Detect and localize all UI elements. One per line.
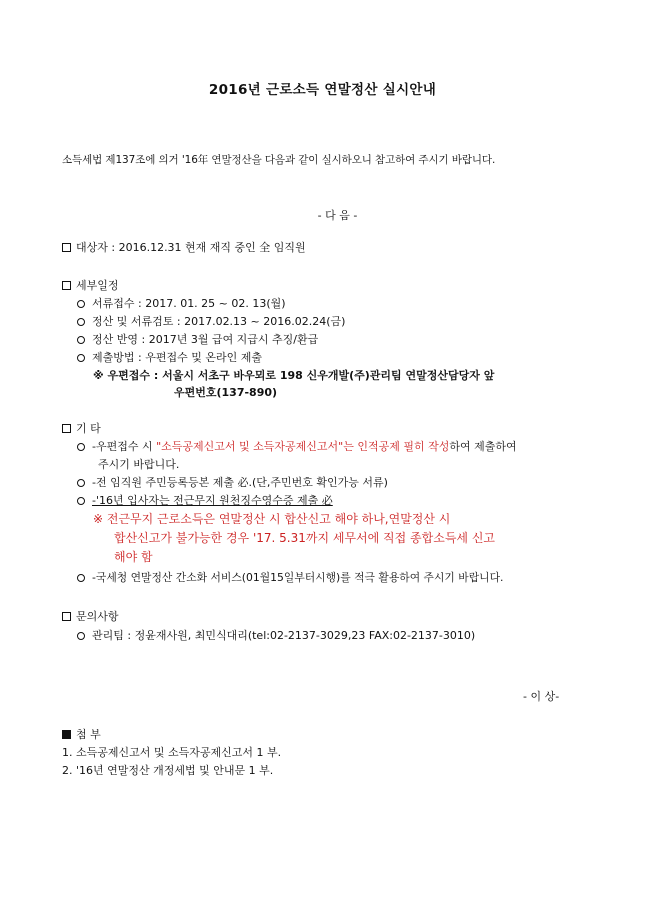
schedule-heading [62, 277, 119, 293]
etc-heading-text: 기 타 [76, 422, 101, 435]
inquiry-heading-text: 문의사항 [76, 610, 119, 623]
circle-bullet-icon [77, 443, 85, 451]
checkbox-square-icon [62, 243, 71, 252]
checkbox-square-icon [62, 612, 71, 621]
schedule-item-text: 서류접수 : 2017. 01. 25 ~ 02. 13(월) [92, 297, 286, 310]
etc-item-1-emphasis: "소득공제신고서 및 소득자공제신고서"는 인적공제 필히 작성 [156, 440, 450, 453]
target-section [62, 239, 306, 255]
attachment-item: 2. '16년 연말정산 개정세법 및 안내문 1 부. [62, 764, 274, 777]
end-mark: - 이 상- [523, 690, 560, 703]
schedule-item [77, 349, 262, 365]
schedule-item-text: 정산 반영 : 2017년 3월 급여 지급시 추징/환급 [92, 333, 319, 346]
schedule-item [77, 331, 318, 347]
circle-bullet-icon [77, 574, 85, 582]
circle-bullet-icon [77, 497, 85, 505]
target-label: 대상자 : 2016.12.31 현재 재직 중인 全 임직원 [76, 241, 306, 254]
filled-square-icon [62, 730, 71, 739]
etc-item-1-line2: 주시기 바랍니다. [98, 458, 180, 471]
circle-bullet-icon [77, 318, 85, 326]
document-title: 2016년 근로소득 연말정산 실시안내 [208, 82, 437, 98]
checkbox-square-icon [62, 424, 71, 433]
warning-line2: 합산신고가 불가능한 경우 '17. 5.31까지 세무서에 직접 종합소득세 신고 [114, 531, 496, 545]
schedule-item [77, 313, 345, 329]
etc-item-4-text: -국세청 연말정산 간소화 서비스(01월15일부터시행)를 적극 활용하여 주시기 바랍니다. [92, 571, 504, 584]
etc-heading [62, 420, 101, 436]
schedule-heading-text: 세부일정 [76, 279, 119, 292]
circle-bullet-icon [77, 300, 85, 308]
schedule-item-text: 정산 및 서류검토 : 2017.02.13 ~ 2016.02.24(금) [92, 315, 346, 328]
attachment-item: 1. 소득공제신고서 및 소득자공제신고서 1 부. [62, 746, 282, 759]
etc-item-3-text: -'16년 입사자는 전근무지 원천징수영수증 제출 必 [92, 494, 333, 507]
circle-bullet-icon [77, 354, 85, 362]
warning-line3: 해야 함 [114, 550, 153, 564]
inquiry-contact-text: 관리팀 : 정윤재사원, 최민식대리(tel:02-2137-3029,23 FAX:02-2137-3010) [92, 629, 476, 642]
etc-item-2-text: -전 임직원 주민등록등본 제출 必.(단,주민번호 확인가능 서류) [92, 476, 388, 489]
etc-item-4 [77, 570, 503, 585]
circle-bullet-icon [77, 632, 85, 640]
inquiry-heading [62, 608, 119, 624]
intro-paragraph: 소득세법 제137조에 의거 '16年 연말정산을 다음과 같이 실시하오니 참고하여 주시기 바랍니다. [62, 154, 496, 166]
etc-item-2 [77, 474, 388, 490]
etc-item-1 [77, 438, 517, 454]
circle-bullet-icon [77, 479, 85, 487]
attachments-heading [62, 726, 101, 742]
schedule-item-text: 제출방법 : 우편접수 및 온라인 제출 [92, 351, 262, 364]
warning-line1: ※ 전근무지 근로소득은 연말정산 시 합산신고 해야 하나,연말정산 시 [93, 512, 451, 526]
etc-item-3 [77, 492, 333, 508]
inquiry-item [77, 627, 475, 643]
mail-note-line2: 우편번호(137-890) [174, 386, 278, 399]
checkbox-square-icon [62, 281, 71, 290]
schedule-item [77, 295, 286, 311]
mail-note-line1: ※ 우편접수 : 서울시 서초구 바우뫼로 198 신우개발(주)관리팀 연말정산담당자 앞 [93, 369, 495, 382]
separator-text: - 다 음 - [317, 209, 358, 222]
attachments-heading-text: 첨 부 [76, 728, 101, 741]
circle-bullet-icon [77, 336, 85, 344]
etc-item-1-suffix: 하여 제출하여 [449, 440, 517, 453]
etc-item-1-prefix: -우편접수 시 [92, 440, 157, 453]
